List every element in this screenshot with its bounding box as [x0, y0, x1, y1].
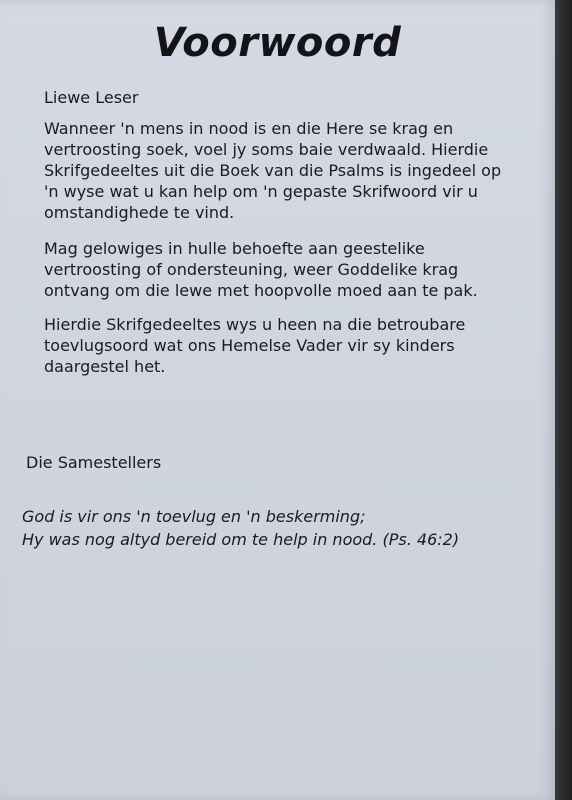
page-title: Voorwoord — [153, 20, 402, 66]
signature: Die Samestellers — [26, 453, 162, 472]
verse-line-2: Hy was nog altyd bereid om te help in nood. — [22, 530, 378, 549]
verse-reference: (Ps. 46:2) — [382, 530, 460, 549]
book-spine — [555, 0, 572, 800]
greeting: Liewe Leser — [44, 88, 139, 107]
verse-line-1: God is vir ons 'n toevlug en 'n beskerming; — [22, 507, 366, 526]
scripture-quote — [22, 505, 542, 551]
paragraph-3: Hierdie Skrifgedeeltes wys u heen na die betroubare toevlugsoord wat ons Hemelse Vader vir sy kinders daargestel het. — [44, 315, 466, 376]
paragraph-1: Wanneer 'n mens in nood is en die Here se krag en vertroosting soek, voel jy soms baie verdwaald. Hierdie Skrifgedeeltes uit die Boek van die Psalms is ingedeel op 'n wyse wat u kan help om 'n gepaste Skrifwoord vir u omstandighede te vind. — [44, 119, 502, 222]
paragraph-2: Mag gelowiges in hulle behoefte aan geestelike vertroosting of ondersteuning, weer Goddelike krag ontvang om die lewe met hoopvolle moed aan te pak. — [44, 239, 478, 300]
